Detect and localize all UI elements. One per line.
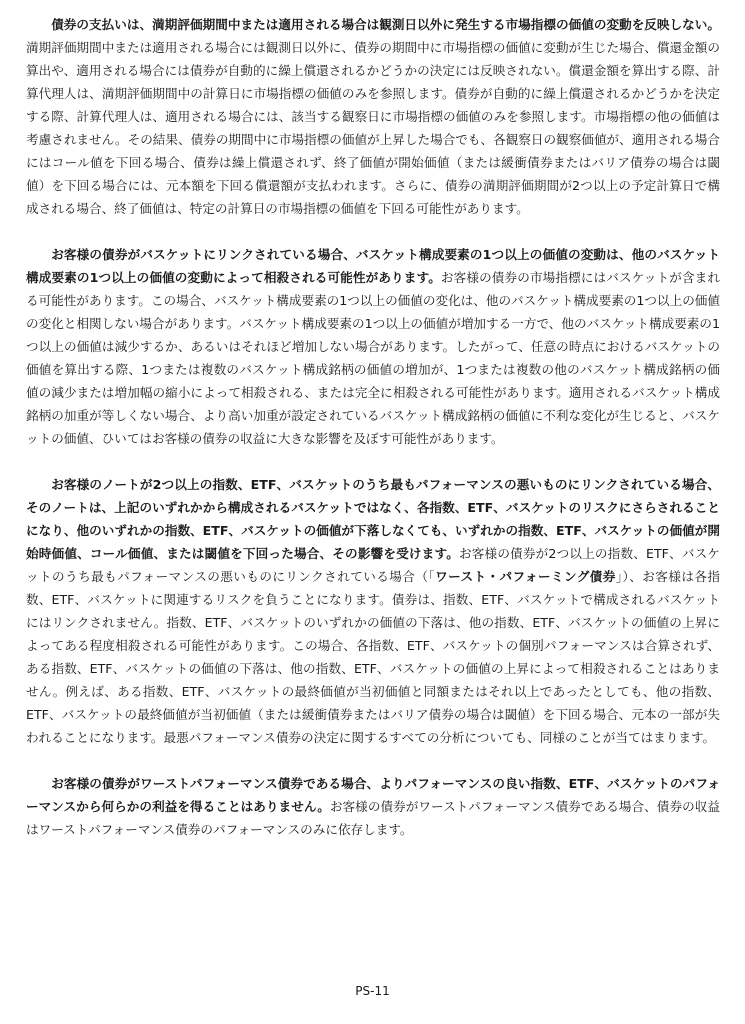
paragraph-4-lead: お客様の債券がワーストパフォーマンス債券である場合、よりパフォーマンスの良い指数、ETF、バスケットのパフォーマンスから何らかの利益を得ることはありません。 bbox=[26, 776, 720, 814]
defined-term-worst-performing: ワースト・パフォーミング債券 bbox=[435, 569, 616, 584]
paragraph-3-text-b: 」）、お客様は各指数、ETF、バスケットに関連するリスクを負うことになります。債券は、指数、ETF、バスケットで構成されるバスケットにはリンクされません。指数、ETF、バスケットのいずれかの価値の下落は、他の指数、ETF、バスケットの価値の上昇によってある程度相殺される可能性があります。この場合、各指数、ETF、バスケットの個別パフォーマンスは合算されず、ある指数、ETF、バスケットの価値の下落は、他の指数、ETF、バスケットの価値の上昇によって相殺されることはありません。例えば、ある指数、ETF、バスケットの最終価値が当初価値と同額またはそれ以上であったとしても、他の指数、ETF、バスケットの最終価値が当初価値（または緩衝債券またはバリア債券の場合は閾値）を下回る場合、元本の一部が失われることになります。最悪パフォーマンス債券の決定に関するすべての分析についても、同様のことが当てはまります。 bbox=[26, 569, 720, 745]
paragraph-4-text: お客様の債券がワーストパフォーマンス債券である場合、債券の収益はワーストパフォーマンス債券のパフォーマンスのみに依存します。 bbox=[26, 799, 720, 837]
paragraph-3-lead: お客様のノートが2つ以上の指数、ETF、バスケットのうち最もパフォーマンスの悪いものにリンクされている場合、そのノートは、上記のいずれかから構成されるバスケットではなく、各指数、ETF、バスケットのリスクにさらされることになり、他のいずれかの指数、ETF、バスケットの価値が下落しなくても、いずれかの指数、ETF、バスケットの価値が開始時価値、コール価値、または閾値を下回った場合、その影響を受けます。 bbox=[26, 477, 720, 561]
paragraph-2-lead: お客様の債券がバスケットにリンクされている場合、バスケット構成要素の1つ以上の価値の変動は、他のバスケット構成要素の1つ以上の価値の変動によって相殺される可能性があります。 bbox=[26, 247, 720, 285]
document-body bbox=[26, 13, 720, 864]
paragraph-1-text: 満期評価期間中または適用される場合には観測日以外に、債券の期間中に市場指標の価値に変動が生じた場合、償還金額の算出や、適用される場合には債券が自動的に繰上償還されるかどうかの決定には反映されない。償還金額を算出する際、計算代理人は、満期評価期間中の計算日に市場指標の価値のみを参照します。債券が自動的に繰上償還されるかどうかを決定する際、計算代理人は、適用される場合には、該当する観察日に市場指標の価値のみを参照します。市場指標の他の価値は考慮されません。その結果、債券の期間中に市場指標の価値が上昇した場合でも、各観察日の観察価値が、適用される場合にはコール値を下回る場合、債券は繰上償還されず、終了価値が開始価値（または緩衝債券またはバリア債券の場合は閾値）を下回る場合には、元本額を下回る償還額が支払われます。さらに、債券の満期評価期間が2つ以上の予定計算日で構成される場合、終了価値は、特定の計算日の市場指標の価値を下回る可能性があります。 bbox=[26, 40, 720, 216]
paragraph-2 bbox=[26, 243, 720, 450]
paragraph-3 bbox=[26, 473, 720, 749]
paragraph-2-text: お客様の債券の市場指標にはバスケットが含まれる可能性があります。この場合、バスケット構成要素の1つ以上の価値の変化は、他のバスケット構成要素の1つ以上の価値の変化と相関しない場合があります。バスケット構成要素の1つ以上の価値が増加する一方で、他のバスケット構成要素の1つ以上の価値は減少するか、あるいはそれほど増加しない場合があります。したがって、任意の時点におけるバスケットの価値を算出する際、1つまたは複数のバスケット構成銘柄の価値の増加が、1つまたは複数の他のバスケット構成銘柄の価値の減少または増加幅の縮小によって相殺される、または完全に相殺される可能性があります。適用されるバスケット構成銘柄の加重が等しくない場合、より高い加重が設定されているバスケット構成銘柄の価値に不利な変化が生じると、バスケットの価値、ひいてはお客様の債券の収益に大きな影響を及ぼす可能性があります。 bbox=[26, 270, 720, 446]
page-number: PS-11 bbox=[355, 984, 390, 998]
paragraph-1 bbox=[26, 13, 720, 220]
paragraph-4 bbox=[26, 772, 720, 841]
paragraph-3-text-a: お客様の債券が2つ以上の指数、ETF、バスケットのうち最もパフォーマンスの悪いものにリンクされている場合（「 bbox=[26, 546, 720, 584]
paragraph-1-lead: 債券の支払いは、満期評価期間中または適用される場合は観測日以外に発生する市場指標の価値の変動を反映しない。 bbox=[51, 17, 721, 32]
